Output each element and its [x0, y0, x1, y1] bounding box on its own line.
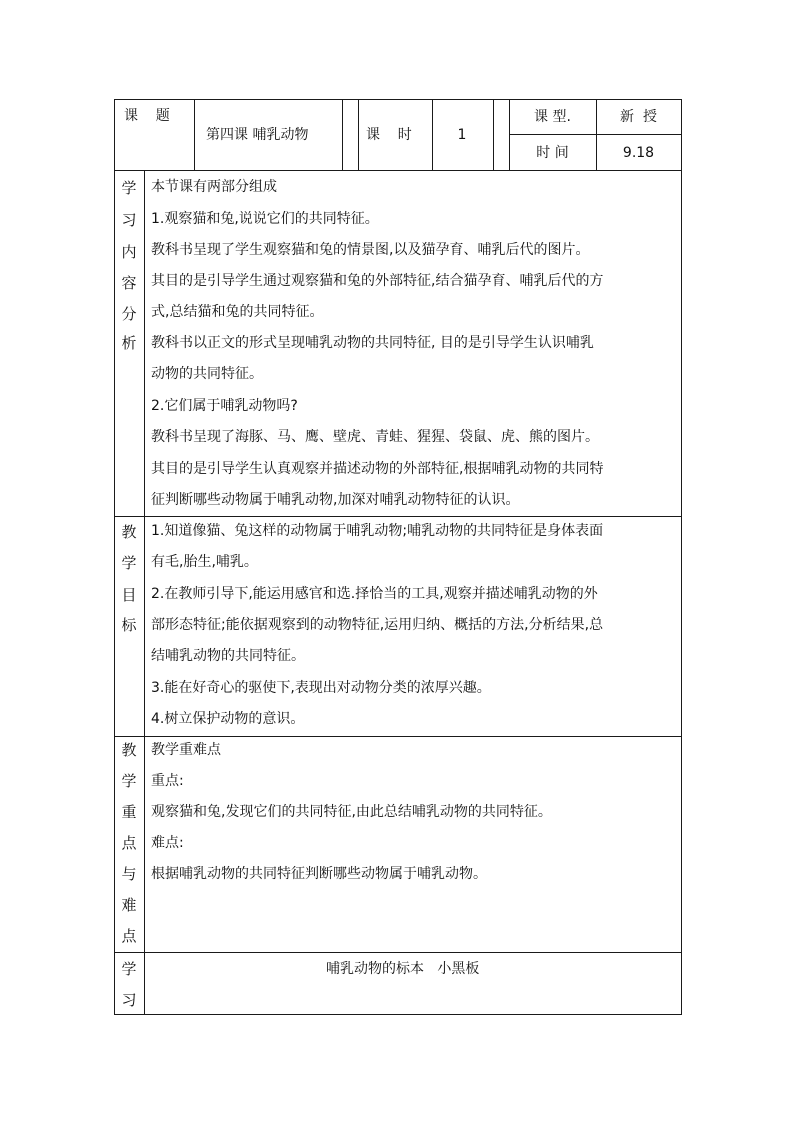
label-char: 教: [121, 741, 137, 759]
paragraph-line: 动物的共同特征。: [151, 366, 263, 382]
row-rule-3: [114, 952, 681, 953]
paragraph-line: 难点:: [151, 835, 184, 851]
paragraph-line: 4.树立保护动物的意识。: [151, 711, 305, 727]
table-border-bottom: [114, 1014, 681, 1015]
label-char: 点: [121, 927, 137, 945]
label-char: 重: [121, 803, 137, 821]
paragraph-line: 2.它们属于哺乳动物吗?: [151, 398, 298, 414]
period-value: 1: [457, 127, 467, 143]
type-value: 新 授: [620, 109, 657, 125]
paragraph-line: 2.在教师引导下,能运用感官和选.择恰当的工具,观察并描述哺乳动物的外: [151, 586, 598, 602]
time-label: 时 间: [536, 145, 569, 161]
label-char: 析: [121, 334, 137, 352]
label-char: 难: [121, 896, 137, 914]
paragraph-line: 观察猫和兔,发现它们的共同特征,由此总结哺乳动物的共同特征。: [151, 804, 552, 820]
label-char: 学: [121, 960, 137, 978]
paragraph-line: 教学重难点: [151, 742, 221, 758]
paragraph-line: 重点:: [151, 773, 184, 789]
label-char: 与: [121, 865, 137, 883]
paragraph-line: 根据哺乳动物的共同特征判断哪些动物属于哺乳动物。: [151, 866, 487, 882]
label-column-rule: [144, 170, 145, 1015]
label-char: 目: [121, 586, 137, 604]
row-rule-1: [114, 516, 681, 517]
paragraph-line: 其目的是引导学生认真观察并描述动物的外部特征,根据哺乳动物的共同特: [151, 461, 604, 477]
header-rule-b: [342, 99, 343, 171]
label-char: 习: [121, 991, 137, 1009]
paragraph-line: 结哺乳动物的共同特征。: [151, 648, 305, 664]
label-char: 内: [121, 243, 137, 261]
label-char: 点: [121, 834, 137, 852]
paragraph-line: 征判断哪些动物属于哺乳动物,加深对哺乳动物特征的认识。: [151, 492, 520, 508]
period-label: 课 时: [366, 127, 412, 143]
header-rule-e: [493, 99, 494, 171]
label-char: 学: [121, 772, 137, 790]
label-char: 教: [121, 523, 137, 541]
header-rule-c: [358, 99, 359, 171]
time-value: 9.18: [622, 145, 655, 161]
label-char: 分: [121, 305, 137, 323]
materials-text: 哺乳动物的标本 小黑板: [326, 961, 480, 977]
type-label: 课 型.: [534, 109, 571, 125]
header-rule-a: [194, 99, 195, 171]
table-border-right: [681, 99, 682, 1015]
course-label: 课 题: [124, 108, 170, 124]
label-char: 标: [121, 616, 137, 634]
course-value: 第四课 哺乳动物: [206, 127, 309, 143]
paragraph-line: 教科书呈现了海豚、马、鹰、壁虎、青蛙、猩猩、袋鼠、虎、熊的图片。: [151, 429, 599, 445]
paragraph-line: 教科书呈现了学生观察猫和兔的情景图,以及猫孕育、哺乳后代的图片。: [151, 242, 590, 258]
paragraph-line: 有毛,胎生,哺乳。: [151, 554, 258, 570]
paragraph-line: 1.观察猫和兔,说说它们的共同特征。: [151, 211, 379, 227]
label-char: 习: [121, 211, 137, 229]
label-char: 学: [121, 179, 137, 197]
paragraph-line: 教科书以正文的形式呈现哺乳动物的共同特征, 目的是引导学生认识哺乳: [151, 335, 594, 351]
label-char: 容: [121, 274, 137, 292]
paragraph-line: 本节课有两部分组成: [151, 179, 277, 195]
paragraph-line: 3.能在好奇心的驱使下,表现出对动物分类的浓厚兴趣。: [151, 680, 491, 696]
header-mid-rule: [509, 134, 681, 135]
paragraph-line: 1.知道像猫、兔这样的动物属于哺乳动物;哺乳动物的共同特征是身体表面: [151, 523, 604, 539]
paragraph-line: 部形态特征;能依据观察到的动物特征,运用归纳、概括的方法,分析结果,总: [151, 617, 604, 633]
paragraph-line: 其目的是引导学生通过观察猫和兔的外部特征,结合猫孕育、哺乳后代的方: [151, 273, 604, 289]
label-char: 学: [121, 554, 137, 572]
row-rule-2: [114, 736, 681, 737]
paragraph-line: 式,总结猫和兔的共同特征。: [151, 304, 324, 320]
